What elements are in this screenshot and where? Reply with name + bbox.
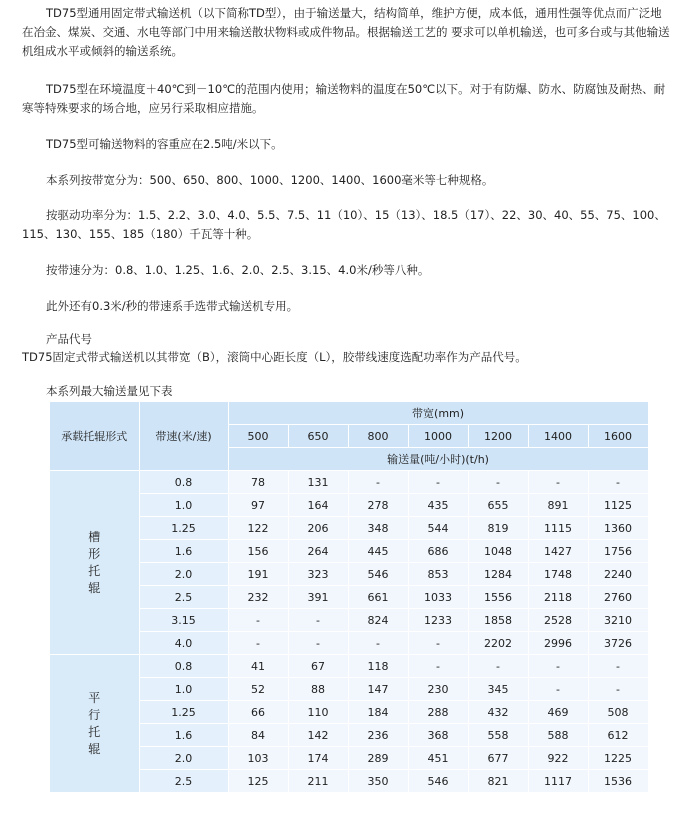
width-cell: 500 [228, 425, 288, 448]
speed-cell: 3.15 [139, 609, 228, 632]
width-cell: 800 [348, 425, 408, 448]
capacity-cell: 686 [408, 540, 468, 563]
roller-group-char: 平 [88, 690, 101, 705]
paragraph-density: TD75型可输送物料的容重应在2.5吨/米以下。 [46, 137, 283, 151]
roller-group-name [50, 690, 139, 758]
capacity-cell: 118 [348, 655, 408, 678]
roller-group-cell [50, 471, 139, 655]
table-row [50, 471, 648, 494]
capacity-cell: 588 [528, 724, 588, 747]
width-cell: 1000 [408, 425, 468, 448]
capacity-cell: - [408, 471, 468, 494]
capacity-cell: - [588, 655, 648, 678]
capacity-cell: 191 [228, 563, 288, 586]
capacity-cell: 66 [228, 701, 288, 724]
capacity-cell: 1233 [408, 609, 468, 632]
capacity-cell: 156 [228, 540, 288, 563]
capacity-cell: - [528, 678, 588, 701]
capacity-cell: - [468, 655, 528, 678]
paragraph-belt-widths: 本系列按带宽分为：500、650、800、1000、1200、1400、1600毫米等七种规格。 [46, 173, 494, 187]
roller-group-cell [50, 655, 139, 793]
speed-cell: 1.0 [139, 678, 228, 701]
capacity-cell: 3726 [588, 632, 648, 655]
capacity-cell: 1360 [588, 517, 648, 540]
capacity-cell: 232 [228, 586, 288, 609]
capacity-cell: 1748 [528, 563, 588, 586]
capacity-cell: - [288, 609, 348, 632]
speed-cell: 0.8 [139, 471, 228, 494]
capacity-cell: - [468, 471, 528, 494]
capacity-cell: 3210 [588, 609, 648, 632]
capacity-cell: 88 [288, 678, 348, 701]
capacity-cell: 103 [228, 747, 288, 770]
capacity-cell: 264 [288, 540, 348, 563]
capacity-cell: 289 [348, 747, 408, 770]
capacity-cell: 368 [408, 724, 468, 747]
table-row [50, 563, 648, 586]
capacity-cell: 558 [468, 724, 528, 747]
capacity-cell: 1033 [408, 586, 468, 609]
capacity-cell: 432 [468, 701, 528, 724]
capacity-cell: 1427 [528, 540, 588, 563]
speed-cell: 1.6 [139, 540, 228, 563]
capacity-cell: 2528 [528, 609, 588, 632]
capacity-cell: 2240 [588, 563, 648, 586]
capacity-cell: 922 [528, 747, 588, 770]
speed-cell: 2.0 [139, 747, 228, 770]
capacity-cell: 125 [228, 770, 288, 793]
product-code-section [22, 330, 670, 366]
roller-group-char: 辊 [88, 580, 101, 595]
capacity-cell: 508 [588, 701, 648, 724]
capacity-table [50, 402, 649, 793]
capacity-cell: 2760 [588, 586, 648, 609]
capacity-cell: 206 [288, 517, 348, 540]
capacity-cell: 546 [408, 770, 468, 793]
table-row [50, 724, 648, 747]
capacity-cell: 288 [408, 701, 468, 724]
table-row [50, 747, 648, 770]
capacity-cell: 1756 [588, 540, 648, 563]
table-row [50, 701, 648, 724]
speed-cell: 1.25 [139, 701, 228, 724]
table-row [50, 770, 648, 793]
capacity-header: 输送量(吨/小时)(t/h) [228, 448, 648, 471]
speed-header: 带速(米/速) [139, 402, 228, 471]
capacity-cell: 435 [408, 494, 468, 517]
table-row [50, 586, 648, 609]
capacity-cell: 853 [408, 563, 468, 586]
header-row-widths-label [50, 402, 648, 425]
capacity-cell: 211 [288, 770, 348, 793]
capacity-cell: - [528, 655, 588, 678]
capacity-cell: 445 [348, 540, 408, 563]
capacity-cell: 819 [468, 517, 528, 540]
speed-cell: 1.0 [139, 494, 228, 517]
speed-cell: 4.0 [139, 632, 228, 655]
capacity-cell: - [408, 632, 468, 655]
capacity-cell: 391 [288, 586, 348, 609]
product-code-text: TD75固定式带式输送机以其带宽（B），滚筒中心距长度（L），胶带线速度选配功率作为产品代号。 [22, 350, 527, 364]
capacity-cell: - [288, 632, 348, 655]
capacity-cell: 1115 [528, 517, 588, 540]
capacity-cell: 612 [588, 724, 648, 747]
speed-cell: 1.6 [139, 724, 228, 747]
capacity-cell: - [228, 609, 288, 632]
capacity-cell: 350 [348, 770, 408, 793]
capacity-cell: 2996 [528, 632, 588, 655]
capacity-cell: 78 [228, 471, 288, 494]
capacity-cell: 110 [288, 701, 348, 724]
table-row [50, 632, 648, 655]
roller-group-char: 托 [88, 563, 101, 578]
capacity-cell: 544 [408, 517, 468, 540]
paragraph-drive-power: 按驱动功率分为：1.5、2.2、3.0、4.0、5.5、7.5、11（10）、15（13）、18.5（17）、22、30、40、55、75、100、115、130、155、185（180）千瓦等十种。 [22, 208, 666, 241]
capacity-cell: 236 [348, 724, 408, 747]
capacity-cell: 677 [468, 747, 528, 770]
capacity-cell: 1284 [468, 563, 528, 586]
capacity-cell: 97 [228, 494, 288, 517]
roller-type-header: 承载托辊形式 [50, 402, 139, 471]
width-cell: 1200 [468, 425, 528, 448]
product-code-title: 产品代号 [46, 332, 92, 346]
capacity-cell: - [348, 632, 408, 655]
capacity-cell: 1225 [588, 747, 648, 770]
capacity-cell: - [588, 471, 648, 494]
capacity-cell: - [408, 655, 468, 678]
capacity-cell: 1048 [468, 540, 528, 563]
roller-group-char: 托 [88, 724, 101, 739]
capacity-cell: 131 [288, 471, 348, 494]
roller-group-char: 辊 [88, 741, 101, 756]
width-cell: 1400 [528, 425, 588, 448]
speed-cell: 1.25 [139, 517, 228, 540]
capacity-cell: 824 [348, 609, 408, 632]
capacity-cell: 451 [408, 747, 468, 770]
capacity-cell: 891 [528, 494, 588, 517]
capacity-cell: 655 [468, 494, 528, 517]
roller-group-name [50, 529, 139, 597]
table-row [50, 655, 648, 678]
table-caption: 本系列最大输送量见下表 [46, 384, 173, 398]
capacity-cell: - [228, 632, 288, 655]
capacity-cell: 2118 [528, 586, 588, 609]
capacity-cell: 1125 [588, 494, 648, 517]
capacity-cell: 1858 [468, 609, 528, 632]
capacity-cell: 147 [348, 678, 408, 701]
capacity-cell: - [348, 471, 408, 494]
belt-width-header: 带宽(mm) [228, 402, 648, 425]
table-row [50, 517, 648, 540]
capacity-cell: 1536 [588, 770, 648, 793]
capacity-cell: 84 [228, 724, 288, 747]
capacity-cell: 469 [528, 701, 588, 724]
table-row [50, 609, 648, 632]
capacity-cell: 323 [288, 563, 348, 586]
roller-group-char: 槽 [88, 529, 101, 544]
paragraph-environment: TD75型在环境温度＋40℃到－10℃的范围内使用；输送物料的温度在50℃以下。对于有防爆、防水、防腐蚀及耐热、耐寒等特殊要求的场合地，应另行采取相应措施。 [22, 82, 666, 115]
capacity-cell: 230 [408, 678, 468, 701]
table-row [50, 678, 648, 701]
capacity-cell: 2202 [468, 632, 528, 655]
capacity-cell: 52 [228, 678, 288, 701]
paragraph-hand-pick: 此外还有0.3米/秒的带速系手选带式输送机专用。 [46, 299, 299, 313]
capacity-cell: 164 [288, 494, 348, 517]
capacity-cell: 184 [348, 701, 408, 724]
capacity-cell: 821 [468, 770, 528, 793]
capacity-cell: 661 [348, 586, 408, 609]
table-row [50, 494, 648, 517]
width-cell: 650 [288, 425, 348, 448]
capacity-cell: - [588, 678, 648, 701]
capacity-cell: 345 [468, 678, 528, 701]
capacity-cell: 278 [348, 494, 408, 517]
speed-cell: 2.5 [139, 770, 228, 793]
capacity-cell: 546 [348, 563, 408, 586]
paragraph-intro: TD75型通用固定带式输送机（以下简称TD型），由于输送量大，结构简单，维护方便，成本低，通用性强等优点而广泛地在冶金、煤炭、交通、水电等部门中用来输送散状物料或成件物品。根据输送工艺的 要求可以单机输送，也可多台或与其他输送机组成水平或倾斜的输送系统。 [22, 6, 670, 58]
width-cell: 1600 [588, 425, 648, 448]
roller-group-char: 行 [88, 707, 101, 722]
capacity-cell: 1556 [468, 586, 528, 609]
capacity-cell: 174 [288, 747, 348, 770]
roller-group-char: 形 [88, 546, 101, 561]
capacity-cell: 348 [348, 517, 408, 540]
speed-cell: 0.8 [139, 655, 228, 678]
capacity-cell: 41 [228, 655, 288, 678]
paragraph-belt-speeds: 按带速分为：0.8、1.0、1.25、1.6、2.0、2.5、3.15、4.0米/秒等八种。 [46, 263, 430, 277]
capacity-cell: 67 [288, 655, 348, 678]
speed-cell: 2.0 [139, 563, 228, 586]
capacity-cell: - [528, 471, 588, 494]
speed-cell: 2.5 [139, 586, 228, 609]
table-row [50, 540, 648, 563]
capacity-cell: 122 [228, 517, 288, 540]
capacity-cell: 1117 [528, 770, 588, 793]
capacity-cell: 142 [288, 724, 348, 747]
